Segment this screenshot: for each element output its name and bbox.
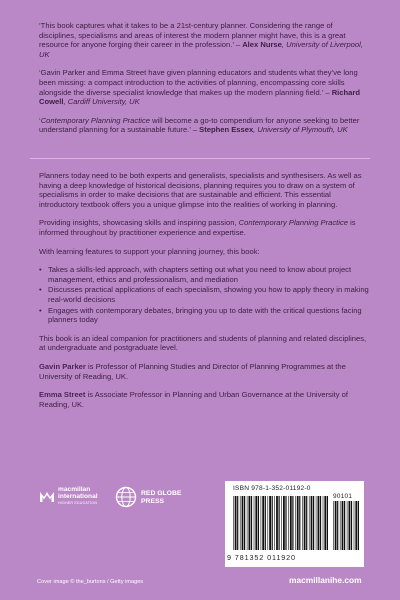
- quote-affiliation: , University of Plymouth, UK: [253, 125, 348, 135]
- isbn-barcode: [225, 481, 364, 567]
- press-text: PRESS: [141, 498, 165, 505]
- quote-text: ‘Gavin Parker and Emma Street have given planning educators and students what they’ve long been missing: a compact introduction to the activities of planning, encompassing core skills alongside the diverse specialist knowledge that makes up the modern planning field.’ –: [39, 68, 358, 97]
- author-bio: [39, 390, 369, 409]
- list-item: • Engages with contemporary debates, bringing you up to date with the critical questions facing planners today: [39, 306, 369, 325]
- author-name: Gavin Parker: [39, 361, 86, 371]
- quote-text: will become a go-to compendium for anyone seeking to better understand planning for a sustainable future.’ –: [39, 115, 360, 135]
- description-paragraph: Planners today need to be both experts and generalists, specialists and synthesisers. As well as having a deep knowledge of historical decisions, planning requires you to draw on a system of specialisms in order to make decisions that are sustainable and efficient. This essential introductory textbook offers you a unique glimpse into the realities of working in planning.: [39, 171, 362, 209]
- higher-education-text: HIGHER EDUCATION: [58, 501, 98, 505]
- book-title: Contemporary Planning Practice: [238, 218, 348, 228]
- description-paragraph: With learning features to support your planning journey, this book:: [39, 246, 260, 256]
- macmillan-m-icon: [39, 488, 55, 504]
- author-bio-text: is Professor of Planning Studies and Director of Planning Programmes at the University of Reading, UK.: [39, 361, 346, 381]
- book-description: [39, 171, 369, 471]
- quote-author: Stephen Essex: [199, 125, 254, 135]
- endorsements: [39, 21, 367, 161]
- section-divider: [30, 158, 370, 159]
- international-text: international: [58, 493, 98, 500]
- red-globe-press-logo: [115, 484, 185, 514]
- red-globe-press-wordmark: [141, 490, 181, 506]
- macmillan-international-logo: [39, 486, 99, 512]
- quote-text: ‘This book captures what it takes to be a 21st-century planner. Considering the range of disciplines, specialisms and areas of interest the modern planner might have, this is a great resource for anyone forging their career in the profession.’ –: [39, 21, 346, 50]
- quote-affiliation: , University of Liverpool, UK: [39, 40, 363, 59]
- isbn-label: ISBN 978-1-352-01192-0: [233, 485, 311, 492]
- macmillan-wordmark: [58, 486, 98, 507]
- quote-open-mark: ‘: [39, 115, 41, 125]
- author-bio: [39, 362, 369, 381]
- paragraph-text: is informed throughout by practitioner experience and expertise.: [39, 218, 356, 237]
- quote-book-title: Contemporary Planning Practice: [40, 115, 151, 125]
- description-paragraph: This book is an ideal companion for practitioners and students of planning and related disciplines, at undergraduate and postgraduate level.: [39, 333, 367, 353]
- quote-author: Alex Nurse: [242, 40, 282, 50]
- endorsement-quote: [39, 116, 367, 135]
- publisher-url: macmillanihe.com: [289, 575, 362, 585]
- paragraph-text: Providing insights, showcasing skills and inspiring passion,: [39, 218, 239, 228]
- author-bio-text: is Associate Professor in Planning and Urban Governance at the University of Reading, UK.: [39, 390, 348, 409]
- publisher-logos: [39, 484, 182, 514]
- description-paragraph: [39, 218, 369, 237]
- quote-author: Richard Cowell: [39, 87, 360, 107]
- list-item: • Takes a skills-led approach, with chapters setting out what you need to know about project management, ethics and professionalism, and mediation: [39, 265, 369, 284]
- ean-digits: 9 781352 011920: [227, 553, 296, 562]
- endorsement-quote: [39, 68, 367, 106]
- list-item: • Discusses practical applications of each specialism, showing you how to apply theory in making real-world decisions: [39, 285, 369, 304]
- red-globe-text: RED GLOBE: [141, 490, 182, 497]
- globe-icon: [115, 486, 137, 508]
- cover-image-credit: Cover image © the_burtons / Getty images: [37, 579, 144, 585]
- endorsement-quote: [39, 21, 367, 59]
- author-name: Emma Street: [39, 390, 86, 400]
- quote-affiliation: , Cardiff University, UK: [63, 97, 140, 107]
- macmillan-text: macmillan: [58, 486, 91, 493]
- price-code: 90101: [333, 493, 353, 500]
- price-barcode-bars: [333, 501, 359, 550]
- ean-barcode-bars: [233, 496, 329, 550]
- features-list: [39, 265, 369, 325]
